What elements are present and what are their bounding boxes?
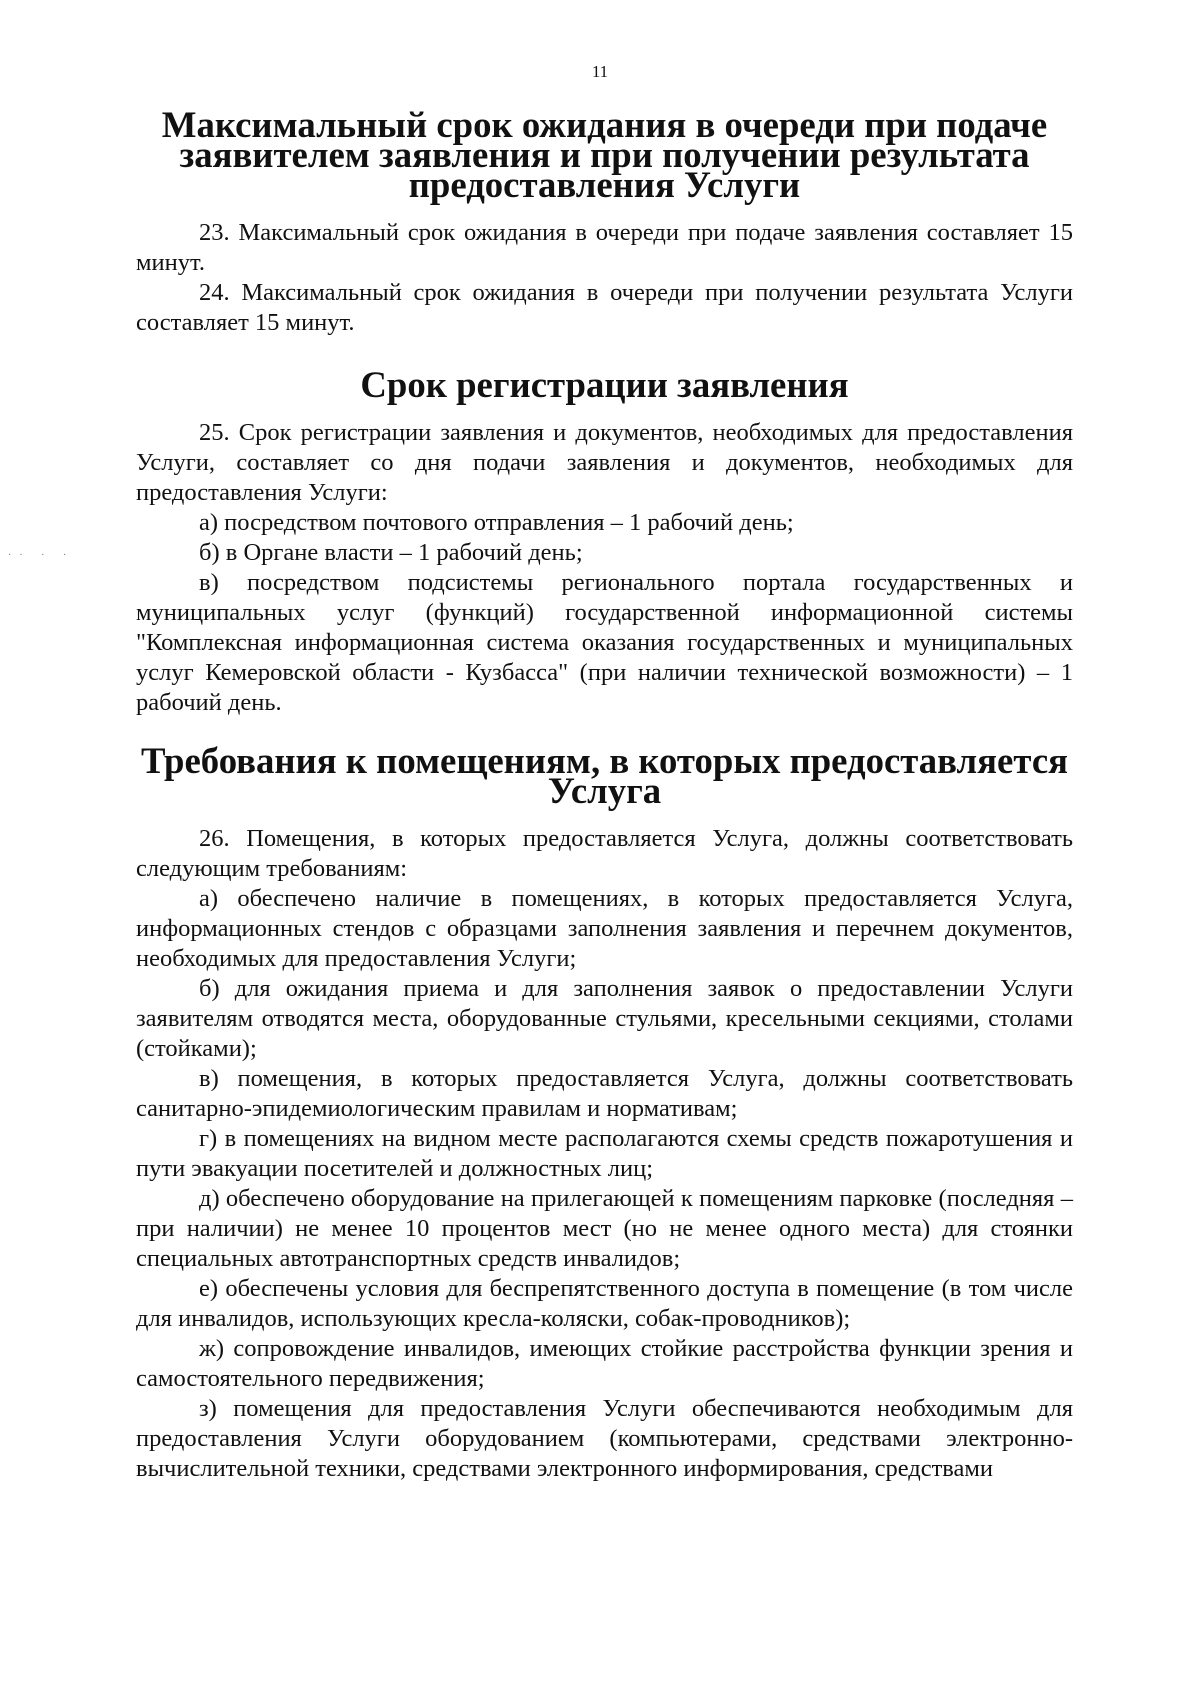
- page-number: 11: [591, 62, 609, 81]
- paragraph-26-zh: ж) сопровождение инвалидов, имеющих стойкие расстройства функции зрения и самостоятельного передвижения;: [136, 1335, 1073, 1392]
- heading-queue-wait-time: Максимальный срок ожидания в очереди при подаче заявителем заявления и при получении результата предоставления Услуги: [161, 104, 1048, 205]
- paragraph-25-a: а) посредством почтового отправления – 1 рабочий день;: [199, 509, 794, 536]
- paragraph-23: 23. Максимальный срок ожидания в очереди при подаче заявления составляет 15 минут.: [136, 219, 1073, 276]
- paragraph-26-a: а) обеспечено наличие в помещениях, в которых предоставляется Услуга, информационных стендов с образцами заполнения заявления и перечнем документов, необходимых для предоставления Услуги;: [136, 885, 1073, 972]
- paragraph-25-v: в) посредством подсистемы регионального портала государственных и муниципальных услуг (функций) государственной информационной системы "Комплексная информационная система оказания государственных и муниципальных услуг Кемеровской области - Кузбасса" (при наличии технической возможности) – 1 рабочий день.: [136, 569, 1073, 716]
- heading-premises-requirements: Требования к помещениям, в которых предоставляется Услуга: [140, 740, 1069, 811]
- paragraph-26-b: б) для ожидания приема и для заполнения заявок о предоставлении Услуги заявителям отводятся места, оборудованные стульями, кресельными секциями, столами (стойками);: [136, 975, 1073, 1062]
- heading-registration-time: Срок регистрации заявления: [360, 364, 849, 405]
- paragraph-26-g: г) в помещениях на видном месте располагаются схемы средств пожаротушения и пути эвакуации посетителей и должностных лиц;: [136, 1125, 1073, 1182]
- paragraph-26-e: е) обеспечены условия для беспрепятственного доступа в помещение (в том числе для инвалидов, использующих кресла-коляски, собак-проводников);: [136, 1275, 1073, 1332]
- paragraph-24: 24. Максимальный срок ожидания в очереди при получении результата Услуги составляет 15 минут.: [136, 279, 1073, 336]
- paragraph-26: 26. Помещения, в которых предоставляется Услуга, должны соответствовать следующим требованиям:: [136, 825, 1073, 882]
- paragraph-25-b: б) в Органе власти – 1 рабочий день;: [199, 539, 583, 566]
- paragraph-26-z: з) помещения для предоставления Услуги обеспечиваются необходимым для предоставления Услуги оборудованием (компьютерами, средствами электронно-вычислительной техники, средствами электронного информирования, средствами: [136, 1395, 1073, 1482]
- scan-specks: ·· · ·: [8, 550, 75, 561]
- paragraph-25: 25. Срок регистрации заявления и документов, необходимых для предоставления Услуги, составляет со дня подачи заявления и документов, необходимых для предоставления Услуги:: [136, 419, 1073, 506]
- paragraph-26-v: в) помещения, в которых предоставляется Услуга, должны соответствовать санитарно-эпидемиологическим правилам и нормативам;: [136, 1065, 1073, 1122]
- paragraph-26-d: д) обеспечено оборудование на прилегающей к помещениям парковке (последняя – при наличии) не менее 10 процентов мест (но не менее одного места) для стоянки специальных автотранспортных средств инвалидов;: [136, 1185, 1073, 1272]
- document-body: [136, 104, 1073, 1484]
